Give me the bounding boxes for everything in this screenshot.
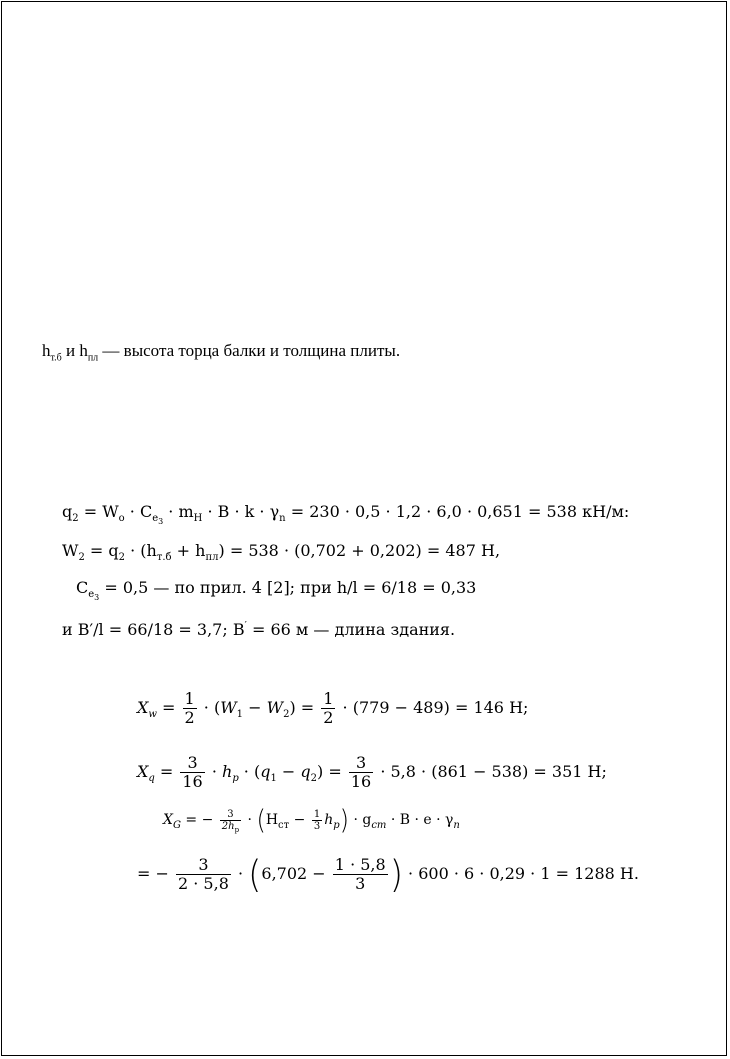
XG-final: = − $\frac{3}{2 \cdot 5,8}$ · (6,702 − $\frac{1 \cdot 5,8}{3}$ ) · 600 · 6 · 0,29 · 1 = 1288 Н. [137, 852, 639, 897]
Ce3-text: = 0,5 — по прил. 4 [2]; при h/l = 6/18 = 0,33 [99, 578, 477, 597]
frac-half-2: $\frac{1}{2}$ [323, 689, 334, 727]
q2-formula: $q_2 = W_o \cdot C_{e_3} \cdot m_H \cdot B \cdot k \cdot \gamma_n = 230 \cdot 0,5 \cdot 1,2 \cdot 6,0 \cdot 0,651 = 538$ кН/м: [62, 502, 630, 527]
Xq-formula: $X_q$ = $\frac{3}{16}$ · $h_p \cdot (q_1 - q_2)$ = $\frac{3}{16}$ · 5,8 · (861 − 538) = 351 Н; [137, 753, 607, 791]
Xq-tail: · 5,8 · (861 − 538) = 351 Н; [375, 762, 607, 781]
B-text-2: = 66 м — длина здания. [246, 620, 456, 639]
Xw-tail: · (779 − 489) = 146 Н; [337, 698, 529, 717]
definition-line: $h_{т.б}$ и $h_{пл}$ — высота торца балки и толщина плиты. [42, 341, 401, 364]
sub-tb: т.б [50, 352, 62, 364]
and-text: и [61, 341, 80, 360]
B-line: и B′/l = 66/18 = 3,7; B′ = 66 м — длина здания. [62, 620, 456, 639]
frac-final: $\frac{3}{2 \cdot 5,8}$ [177, 855, 229, 893]
W2-formula: $W_2 = q_2 \cdot (h_{т.б} + h_{пл}) = 538 \cdot (0,702 + 0,202) = 487$ Н, [62, 541, 501, 564]
W2-formula-tail: ) = 538 · (0,702 + 0,202) = 487 Н, [218, 541, 501, 560]
frac-3-16-1: $\frac{3}{16}$ [182, 753, 203, 791]
page-border [1, 1, 727, 1056]
B-text-1: и B′/l = 66/18 = 3,7; B [62, 620, 245, 639]
XG-tail: · g [349, 812, 372, 828]
Xw-formula: $X_w$ = $\frac{1}{2}$ · $(W_1 - W_2)$ = $\frac{1}{2}$ · (779 − 489) = 146 Н; [137, 689, 529, 727]
definition-text: — высота торца балки и толщина плиты. [98, 341, 401, 360]
final-1: 6,702 − [261, 864, 331, 883]
q2-formula-tail: = 230 · 0,5 · 1,2 · 6,0 · 0,651 = 538 кН/м: [285, 502, 630, 521]
frac-3-16-2: $\frac{3}{16}$ [350, 753, 372, 791]
frac-1-3: $\frac{1}{3}$ [313, 808, 321, 832]
final-2: · 600 · 6 · 0,29 · 1 = 1288 Н. [402, 864, 639, 883]
frac-final2: $\frac{1 \cdot 5,8}{3}$ [334, 855, 386, 893]
frac-half-1: $\frac{1}{2}$ [184, 689, 195, 727]
sub-pl: пл [87, 352, 99, 364]
XG-tail2: · B · e · γ [386, 812, 454, 828]
Ce3-line: $C_{e_3} = 0,5$ — по прил. 4 [2]; при h/l = 6/18 = 0,33 [76, 578, 477, 603]
frac-3-2hp: $\frac{3}{2h_p}$ [221, 808, 240, 834]
XG-formula: $X_G$ = − $\frac{3}{2h_p}$ · ($H_{ст}$ − $\frac{1}{3}$ $h_p) \cdot g_{ст} \cdot B \cdot e \cdot \gamma_n$ [163, 804, 460, 836]
